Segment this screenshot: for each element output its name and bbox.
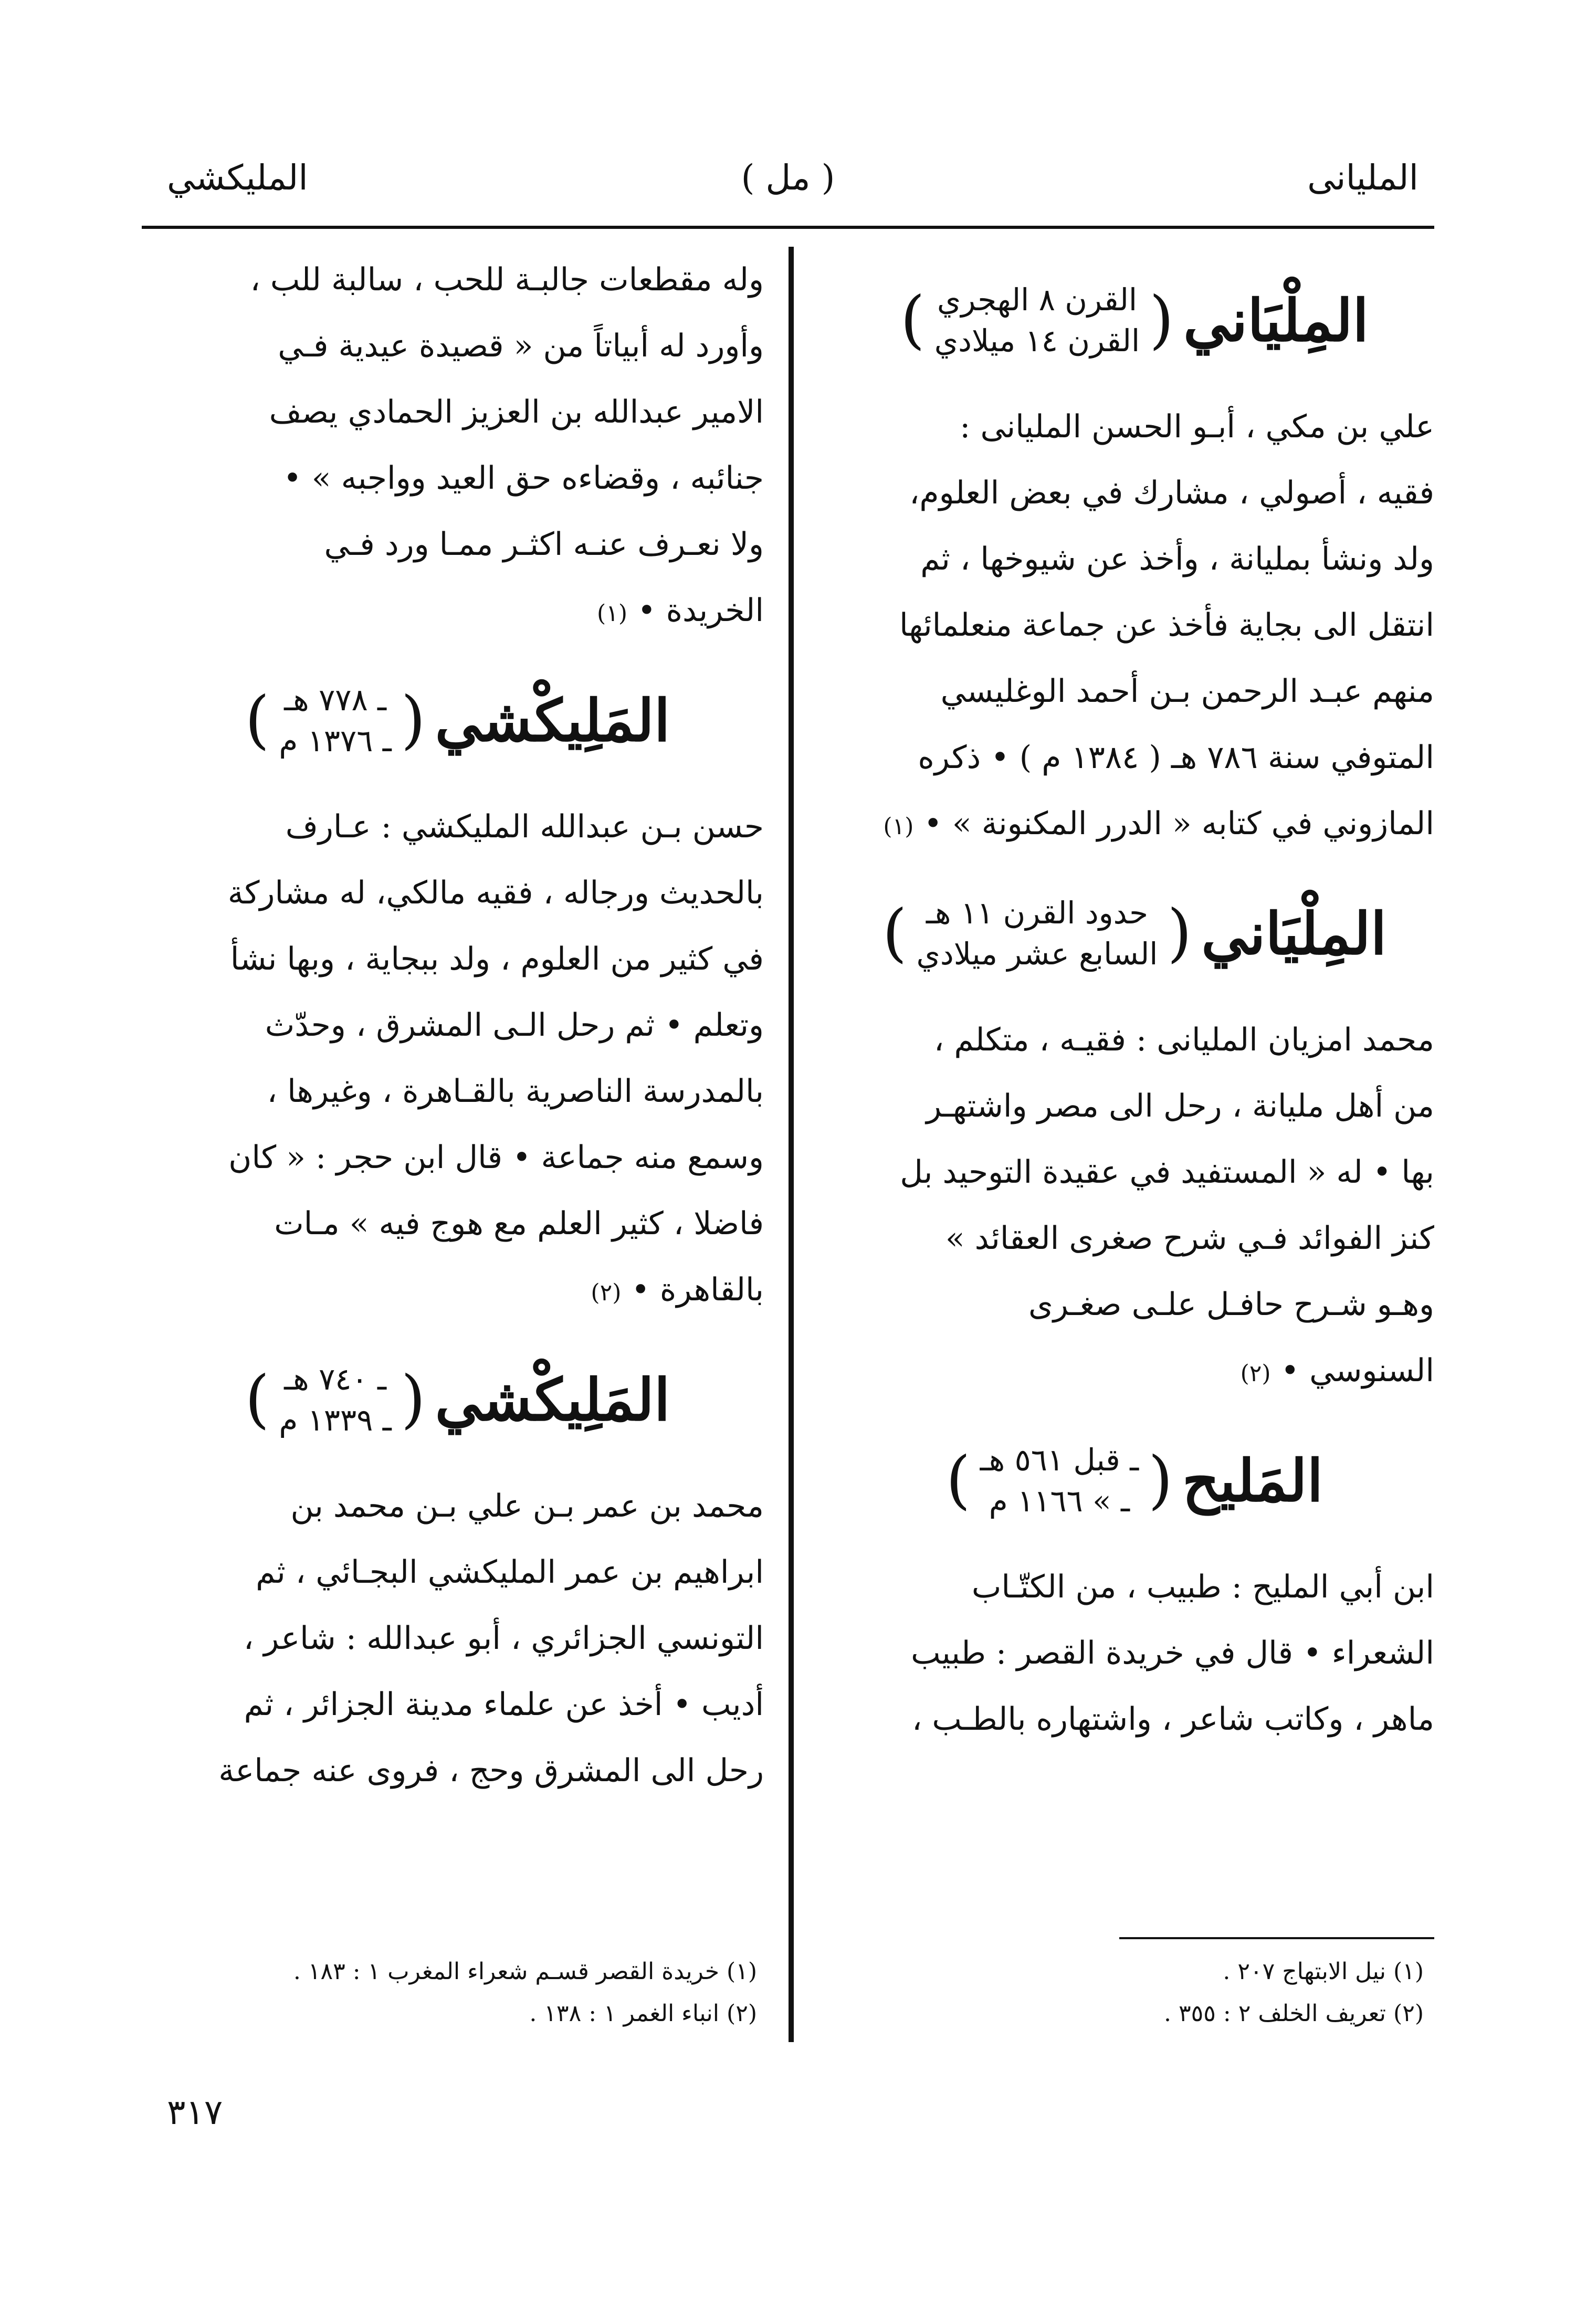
footnote-rule-right [1119,1937,1434,1939]
entry-name: المَلِيكْشي [435,1365,670,1434]
footnote-right-2: (٢) تعريف الخلف ٢ : ٣٥٥ . [1164,2000,1424,2027]
entry-dates: ـ ٧٤٠ هـ ـ ١٣٣٩ م [279,1361,392,1438]
footnote-ref: (٢) [1240,1360,1271,1387]
entry-text: محمد امزيان المليانى : فقيـه ، متكلم ، من أهل مليانة ، رحل الى مصر واشتهـر بها • له « المستفيد في عقيدة التوحيد بل كنز الفوائد فـي شرح صغرى العقائد » وهـو شـرح حافـل علـى صغـرى السنوسي • (٢) [900,1022,1434,1389]
entry-text: علي بن مكي ، أبـو الحسن المليانى : فقيه ، أصولي ، مشارك في بعض العلوم، ولد ونشأ بمليانة ، وأخذ عن شيوخها ، ثم انتقل الى بجاية فأخذ عن جماعة منعلمائها منهم عبـد الرحمن بـن أحمد الوغليسي المتوفي سنة ٧٨٦ هـ ( ١٣٨٤ م ) • ذكره المازوني في كتابه « الدرر المكنونة » • (١) [883,408,1434,842]
entry-dates: ـ ٧٧٨ هـ ـ ١٣٧٦ م [279,682,392,759]
entry-heading: المَلِيكْشي ( ـ ٧٧٨ هـ ـ ١٣٧٦ م ) [142,668,764,773]
running-header-left: المليكشي [167,157,308,198]
footnote-ref: (١) [883,813,914,840]
entry-name: المَلِيكْشي [435,686,670,754]
footnote-ref: (١) [597,600,628,627]
footnote-left-1: (١) خريدة القصر قسـم شعراء المغرب ١ : ١٨٣ . [293,1958,757,1985]
column-divider [789,247,794,2042]
entry-dates: حدود القرن ١١ هـ السابع عشر ميلادي [916,895,1158,972]
entry-dates: القرن ٨ الهجري القرن ١٤ ميلادي [934,282,1140,359]
entry-name: المَليح [1182,1446,1323,1515]
footnote-ref: (٢) [591,1279,622,1306]
continuation-text: وله مقطعات جالبـة للحب ، سالبة للب ، وأورد له أبياتاً من « قصيدة عيدية فـي الامير عبدالله بن العزيز الحمادي يصف جنائبه ، وقضاءه حق العيد وواجبه » • ولا نعـرف عنـه اكثـر ممـا ورد فـي الخريدة • (١) [250,261,764,629]
entry-text: محمد بن عمر بـن علي بـن محمد بن ابراهيم بن عمر المليكشي البجـائي ، ثم التونسي الجزائري ، أبو عبدالله : شاعر ، أديب • أخذ عن علماء مدينة الجزائر ، ثم رحل الى المشرق وحج ، فروى عنه جماعة [218,1488,764,1789]
entry-name: المِلْيَاني [1183,286,1369,354]
entry-dates: ـ قبل ٥٦١ هـ ـ » ١١٦٦ م [980,1442,1139,1519]
entry-heading: المَلِيكْشي ( ـ ٧٤٠ هـ ـ ١٣٣٩ م ) [142,1347,764,1452]
entry-text: حسن بـن عبدالله المليكشي : عـارف بالحديث ورجاله ، فقيه مالكي، له مشاركة في كثير من العلوم ، ولد ببجاية ، وبها نشأ وتعلم • ثم رحل الـى المشرق ، وحدّث بالمدرسة الناصرية بالقـاهرة ، وغيرها ، وسمع منه جماعة • قال ابن حجر : « كان فاضلا ، كثير العلم مع هوج فيه » مـات بالقاهرة • (٢) [227,808,764,1308]
footnote-left-2: (٢) انباء الغمر ١ : ١٣٨ . [529,2000,757,2027]
footnote-right-1: (١) نيل الابتهاج ٢٠٧ . [1223,1958,1424,1985]
page-number: ٣١٧ [167,2092,223,2132]
entry-name: المِلْيَاني [1201,899,1387,968]
left-column [142,247,764,2047]
running-header-right: المليانى [1307,157,1419,198]
entry-heading: المَليح ( ـ قبل ٥٦١ هـ ـ » ١١٦٦ م ) [825,1428,1434,1533]
entry-text: ابن أبي المليح : طبيب ، من الكتّـاب الشعراء • قال في خريدة القصر : طبيب ماهر ، وكاتب شاعر ، واشتهاره بالطـب ، [911,1569,1434,1738]
right-column [825,247,1434,2047]
header-rule [142,226,1434,229]
entry-heading: المِلْيَاني ( حدود القرن ١١ هـ السابع عشر ميلادي ) [825,881,1434,986]
running-header-center: ( مل ) [741,157,835,198]
entry-heading: المِلْيَاني ( القرن ٨ الهجري القرن ١٤ ميلادي ) [825,268,1434,373]
